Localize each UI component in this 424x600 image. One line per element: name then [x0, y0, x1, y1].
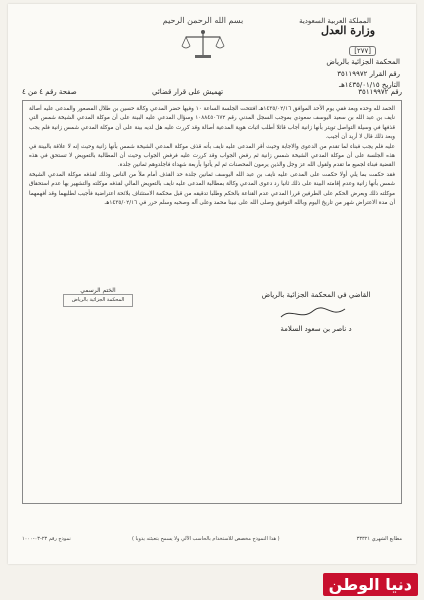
official-stamp — [63, 287, 133, 307]
annotation-title: تهميش على قرار قضائي — [152, 88, 224, 96]
stamp-box — [63, 294, 133, 307]
page-footer — [22, 536, 402, 548]
page-counter: صفحة رقم ٤ من ٤ — [22, 88, 77, 96]
content-frame — [22, 100, 402, 504]
ministry-name: وزارة العدل — [320, 24, 376, 37]
stamp-title: الختم الرسمي — [80, 287, 116, 294]
footer-note: ( هذا النموذج مخصص للاستخدام بالحاسب الآلي ولا يسمح بتعبئته يدويا ) — [132, 536, 280, 542]
signature-scribble-icon — [261, 305, 371, 323]
stamp-text: المحكمة الجزائية بالرياض — [71, 297, 125, 303]
judge-name: د ناصر بن سعود السلامة — [280, 325, 352, 333]
meta-bar — [22, 88, 402, 100]
ruling-text — [29, 105, 395, 208]
judge-title: القاضي في المحكمة الجزائية بالرياض — [261, 291, 371, 299]
letterhead — [8, 10, 416, 90]
decision-number: رقم القرار ٣٥١١٩٩٧٢ — [337, 70, 400, 78]
scales-emblem-icon — [178, 28, 228, 62]
paragraph: فقد حكمت بما يلي أولا حكمت على المدعى عليه نايف بن عبد الله اليوسف ثمانين جلدة حد القذف أمام ملأ من الناس وذلك لقذفه موكلة المدعي الشيخة شمس بأنها زانية وعدم إقامته البينة على ذلك ثانيا رد دعوى المدعي وكالة بمطالبة المدعى عليه نايف بالتعويض المالي لقذفه موكلته والتشهير بها عدم استحقاق موكلته ذلك وبعرض الحكم على الطرفين قررا المدعي عدم القناعة بالحكم وطلبا تدقيقه من قبل محكمة الاستئناف بلائحة اعتراضية فأجيب لطلبهما وقد أفهمهما أن مدة الاعتراض شهر من تاريخ اليوم وبالله التوفيق وصلى الله على نبينا محمد وعلى آله وصحبه وسلم حرر في ١٤٣٥/٠٢/١٦هـ — [29, 171, 395, 207]
decision-label: رقم ٣٥١١٩٩٧٢ — [358, 88, 402, 96]
reference-number: [٢٧٧] — [349, 46, 376, 56]
kingdom-name: المملكة العربية السعودية — [299, 17, 371, 25]
footer-printer: مطابع الشهري ٣٣٣٢١ — [356, 536, 402, 542]
footer-form-number: نموذج رقم ٢٣-٠٣-١٠٠٠ — [22, 536, 71, 542]
judge-signature-block — [261, 291, 371, 333]
bismillah-text: بسم الله الرحمن الرحيم — [162, 16, 244, 25]
court-name: المحكمة الجزائية بالرياض — [326, 58, 400, 66]
paragraph: الحمد لله وحده وبعد ففي يوم الأحد الموافق ١٤٣٥/٠٢/١٦هـ افتتحت الجلسة الساعة ١٠ وفيها حضر المدعي وكالة حسين بن طلال المصعور والمدعى عليه أصالة نايف بن عبد الله بن سعيد اليوسف سعودي بموجب السجل المدني رقم ١٠٨٨٤٥٠٦٧٢ وسؤال المدعي عليه البينة على أن موكلة المدعي الشيخة شمس التي قذفها في وسيلة التواصل تويتر بأنها زانية أجاب قائلا أطلب اثبات هوية المدعية أصالة وقد كررت عليه هل لديه بينة على أن موكلة المدعي شمس زانية فلم يجب وبعد ذلك قال لا أريد أن أجيب. — [29, 106, 395, 141]
paragraph: عليه فلم يجب فبناء لما تقدم من الدعوى والاجابة وحيث أقر المدعى عليه نايف بأنه قذف موكلة المدعي الشيخة شمس بأنها زانية وحيث إنه لا علاقة بالبينة في هذه الجلسة على أن موكلة المدعي الشيخة شمس زانية ثم رفض الجواب وقد كررت عليه فرفض الجواب وحيث أن المطالبة بالتعويض لا تستحق في هذه القضية فبناء لجميع ما تقدم ولقول الله عز وجل والذين يرمون المحصنات ثم لم يأتوا بأربعة شهداء فاجلدوهم ثمانين جلدة. — [29, 143, 395, 169]
document-page — [8, 4, 416, 564]
decision-date: التاريخ ١٤٣٥/٠١/١٥هـ — [339, 81, 400, 89]
watermark-logo: دنيا الوطن — [323, 573, 418, 596]
